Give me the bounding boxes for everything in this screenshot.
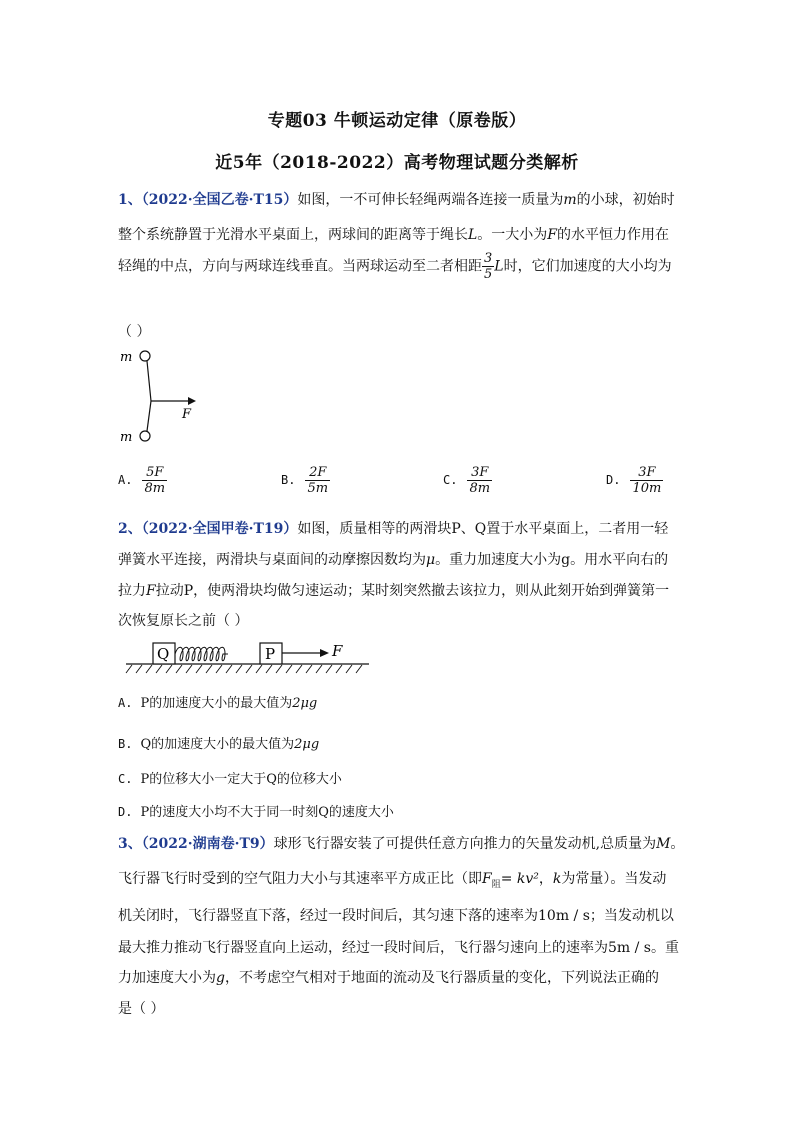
q1-option-a[interactable]: A. $\frac{5F}{8m}$ [118, 465, 166, 496]
q2-option-b[interactable]: B. Q的加速度大小的最大值为2μg [118, 737, 320, 752]
q3-line-4: 最大推力推动飞行器竖直向上运动，经过一段时间后，飞行器匀速向上的速率为5m / s。重 [118, 940, 679, 956]
q2-fig-F: F [332, 642, 343, 660]
q1-line-1: 1、（2022·全国乙卷·T15）如图，一不可伸长轻绳两端各连接一质量为m的小球，初始时 [118, 192, 675, 208]
q2-fig-P: P [265, 645, 276, 663]
q2-line-3: 拉力F拉动P，使两滑块均做匀速运动；某时刻突然撤去该拉力，则从此刻开始到弹簧第一 [118, 583, 670, 599]
q1-line-2: 整个系统静置于光滑水平桌面上，两球间的距离等于绳长L。一大小为F的水平恒力作用在 [118, 227, 670, 243]
q2-line-2: 弹簧水平连接，两滑块与桌面间的动摩擦因数均为μ。重力加速度大小为g。用水平向右的 [118, 552, 669, 568]
q2-line-4: 次恢复原长之前（ ） [118, 613, 249, 629]
q2-option-a[interactable]: A. P的加速度大小的最大值为2μg [118, 696, 318, 711]
q1-fig-m-top: m [120, 350, 133, 365]
q3-line-5: 力加速度大小为g，不考虑空气相对于地面的流动及飞行器质量的变化，下列说法正确的 [118, 970, 659, 986]
q1-option-b[interactable]: B. $\frac{2F}{5m}$ [281, 465, 329, 496]
q3-line-1: 3、（2022·湖南卷·T9）球形飞行器安装了可提供任意方向推力的矢量发动机,总质量为M。 [118, 836, 685, 852]
q1-header: 1、（2022·全国乙卷·T15） [118, 192, 298, 208]
q1-blank: （ ） [118, 324, 151, 340]
page-subtitle: 近5年（2018-2022）高考物理试题分类解析 [215, 153, 579, 173]
q3-line-6: 是（ ） [118, 1001, 165, 1017]
q2-line-1: 2、（2022·全国甲卷·T19）如图，质量相等的两滑块P、Q置于水平桌面上，二者用一轻 [118, 521, 669, 537]
q3-line-3: 机关闭时，飞行器竖直下落，经过一段时间后，其匀速下落的速率为10m / s；当发动机以 [118, 908, 674, 924]
fraction-three-fifths: $\frac{3}{5}$ [484, 251, 493, 282]
q1-figure [118, 346, 208, 446]
q2-figure [124, 638, 374, 676]
page-title: 专题03 牛顿运动定律（原卷版） [267, 111, 527, 131]
q1-fig-m-bottom: m [120, 430, 133, 445]
q2-option-d[interactable]: D. P的速度大小均不大于同一时刻Q的速度大小 [118, 805, 394, 820]
q2-fig-Q: Q [157, 645, 170, 663]
q1-fig-F: F [182, 407, 192, 422]
q1-option-c[interactable]: C. $\frac{3F}{8m}$ [443, 465, 491, 496]
q1-line-3: 轻绳的中点，方向与两球连线垂直。当两球运动至二者相距 $\frac{3}{5}$ L时，它们加速度的大小均为 [118, 251, 672, 282]
q3-header: 3、（2022·湖南卷·T9） [118, 836, 274, 852]
q2-header: 2、（2022·全国甲卷·T19） [118, 521, 298, 537]
q3-line-2: 飞行器飞行时受到的空气阻力大小与其速率平方成正比（即$F_阻= kv^2$，k为常量）。当发动 [118, 871, 667, 890]
q2-option-c[interactable]: C. P的位移大小一定大于Q的位移大小 [118, 772, 342, 787]
q1-option-d[interactable]: D. $\frac{3F}{10m}$ [606, 465, 662, 496]
